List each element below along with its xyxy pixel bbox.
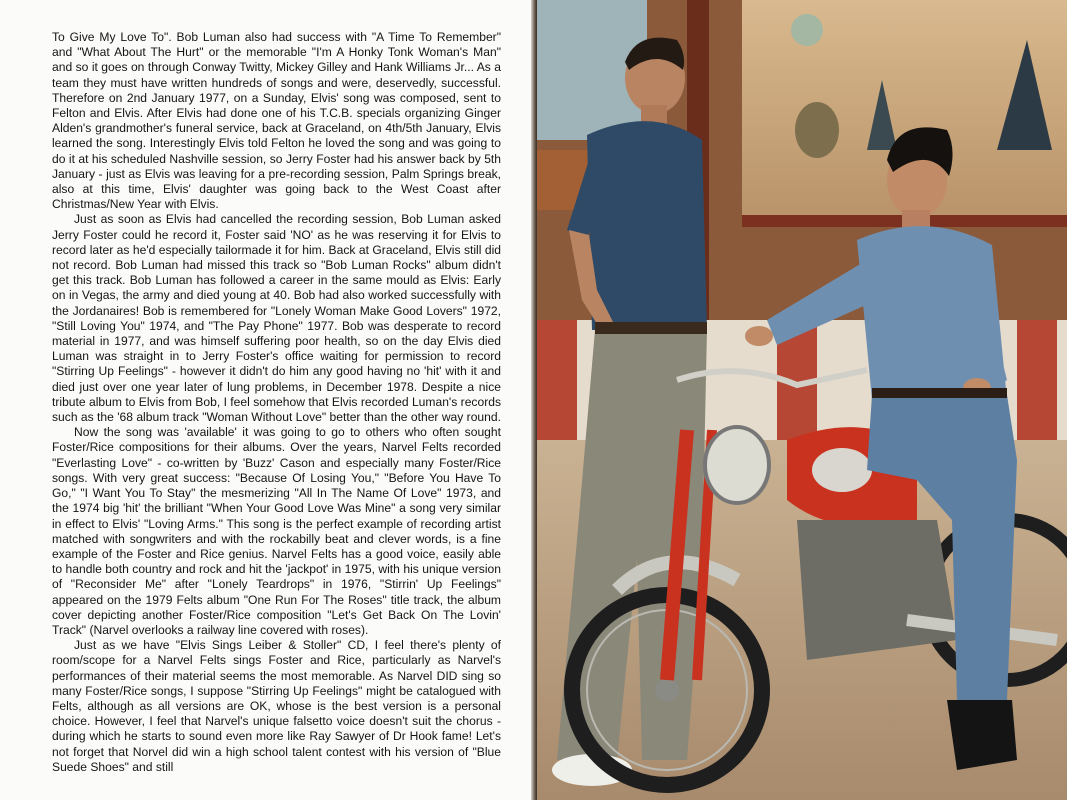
banner-vase <box>795 102 839 158</box>
black-boot <box>947 700 1017 770</box>
paragraph-4: Just as we have "Elvis Sings Leiber & Stoller" CD, I feel there's plenty of room/scope for a Narvel Felts sings Foster and Rice, particularly as Narvel's performances of their material seems the most memorable. As Narvel DID sing so many Foster/Rice songs, I suppose "Stirring Up Feelings" might be catalogued with Felts, although as all versions are OK, whose is the best version is a personal choice. However, I feel that Narvel's unique falsetto voice doesn't suit the chorus - during which he starts to sound even more like Ray Sawyer of Dr Hook fame! Let's not forget that Norvel did win a high school talent contest with his version of "Blue Suede Shoes" and still <box>52 638 501 774</box>
headlight <box>705 427 769 503</box>
paragraph-1: To Give My Love To". Bob Luman also had success with "A Time To Remember" and "What About The Hurt" or the memorable "I'm A Honky Tonk Woman's Man" and so it goes on through Conway Twitty, Mickey Gilley and Hank Williams Jr... As a team they must have written hundreds of songs and were, deservedly, successful. Therefore on 2nd January 1977, on a Sunday, Elvis' song was composed, sent to Felton and Elvis. After Elvis had done one of his T.C.B. specials organizing Ginger Alden's grandmother's funeral service, back at Graceland, on 4th/5th January, Elvis learned the song. Interestingly Elvis told Felton he loved the song and was going to do it at his scheduled Nashville session, so Jerry Foster had his answer back by 5th January - just as Elvis was leaving for a pre-recording session, Palm Springs break, also at this time, Elvis' daughter was going back to the West Coast after Christmas/New Year with Elvis. <box>52 30 501 212</box>
article-body <box>52 30 501 775</box>
photo-page <box>537 0 1067 800</box>
text-page <box>0 0 531 800</box>
engine <box>797 520 957 660</box>
paragraph-2: Just as soon as Elvis had cancelled the recording session, Bob Luman asked Jerry Foster could he record it, Foster said 'NO' as he was reserving it for Elvis to record later as he'd especially tailormade it for him. Back at Graceland, Elvis still did not record. Bob Luman had missed this track so "Bob Luman Rocks" album didn't get this track. Bob Luman has followed a career in the same mould as Elvis: Early on in Vegas, the army and died young at 40. Bob had also worked successfully with the Jordanaires! Bob is remembered for "Lonely Woman Make Good Lovers" 1972, "Still Loving You" 1974, and "The Pay Phone" 1977. Bob was desperate to record material in 1977, and was himself suffering poor health, so on the day Elvis died Luman was straight in to Jerry Foster's office waiting for permission to record "Stirring Up Feelings" - however it didn't do him any good having no 'hit' with it and died just over one year later of lung problems, in December 1978. Despite a nice tribute album to Elvis from Bob, I feel somehow that Elvis recorded Luman's records such as the '68 album track "Woman Without Love" better than the other way round. <box>52 212 501 425</box>
dark-blue-shirt <box>587 121 707 330</box>
paragraph-3: Now the song was 'available' it was going to go to others who often sought Foster/Rice compositions for their albums. Over the years, Narvel Felts recorded "Everlasting Love" - co-written by 'Buzz' Cason and especially many Foster/Rice songs. With very great success: "Because Of Losing You," "Before You Have To Go," "I Want You To Stay" the mesmerizing "All In The Name Of Love" 1973, and the 1974 big 'hit' the brilliant "When Your Good Love Was Mine" a song very similar in effect to Elvis' "Loving Arms." This song is the perfect example of recording artist matched with songwriters and with the rockabilly beat and clever words, is a fine example of the Foster and Rice genius. Narvel Felts has a good voice, easily able to handle both country and rock and hit the 'jackpot' in 1975, with his unique version of "Reconsider Me" after "Lonely Teardrops" in 1976, "Stirrin' Up Feelings" appeared on the 1979 Felts album "One Run For The Roses" title track, the album cover depicting another Foster/Rice composition "Let's Get Back On The Lovin' Track" (Narvel overlooks a railway line covered with roses). <box>52 425 501 637</box>
elvis-motorcycle-photo <box>537 0 1067 800</box>
